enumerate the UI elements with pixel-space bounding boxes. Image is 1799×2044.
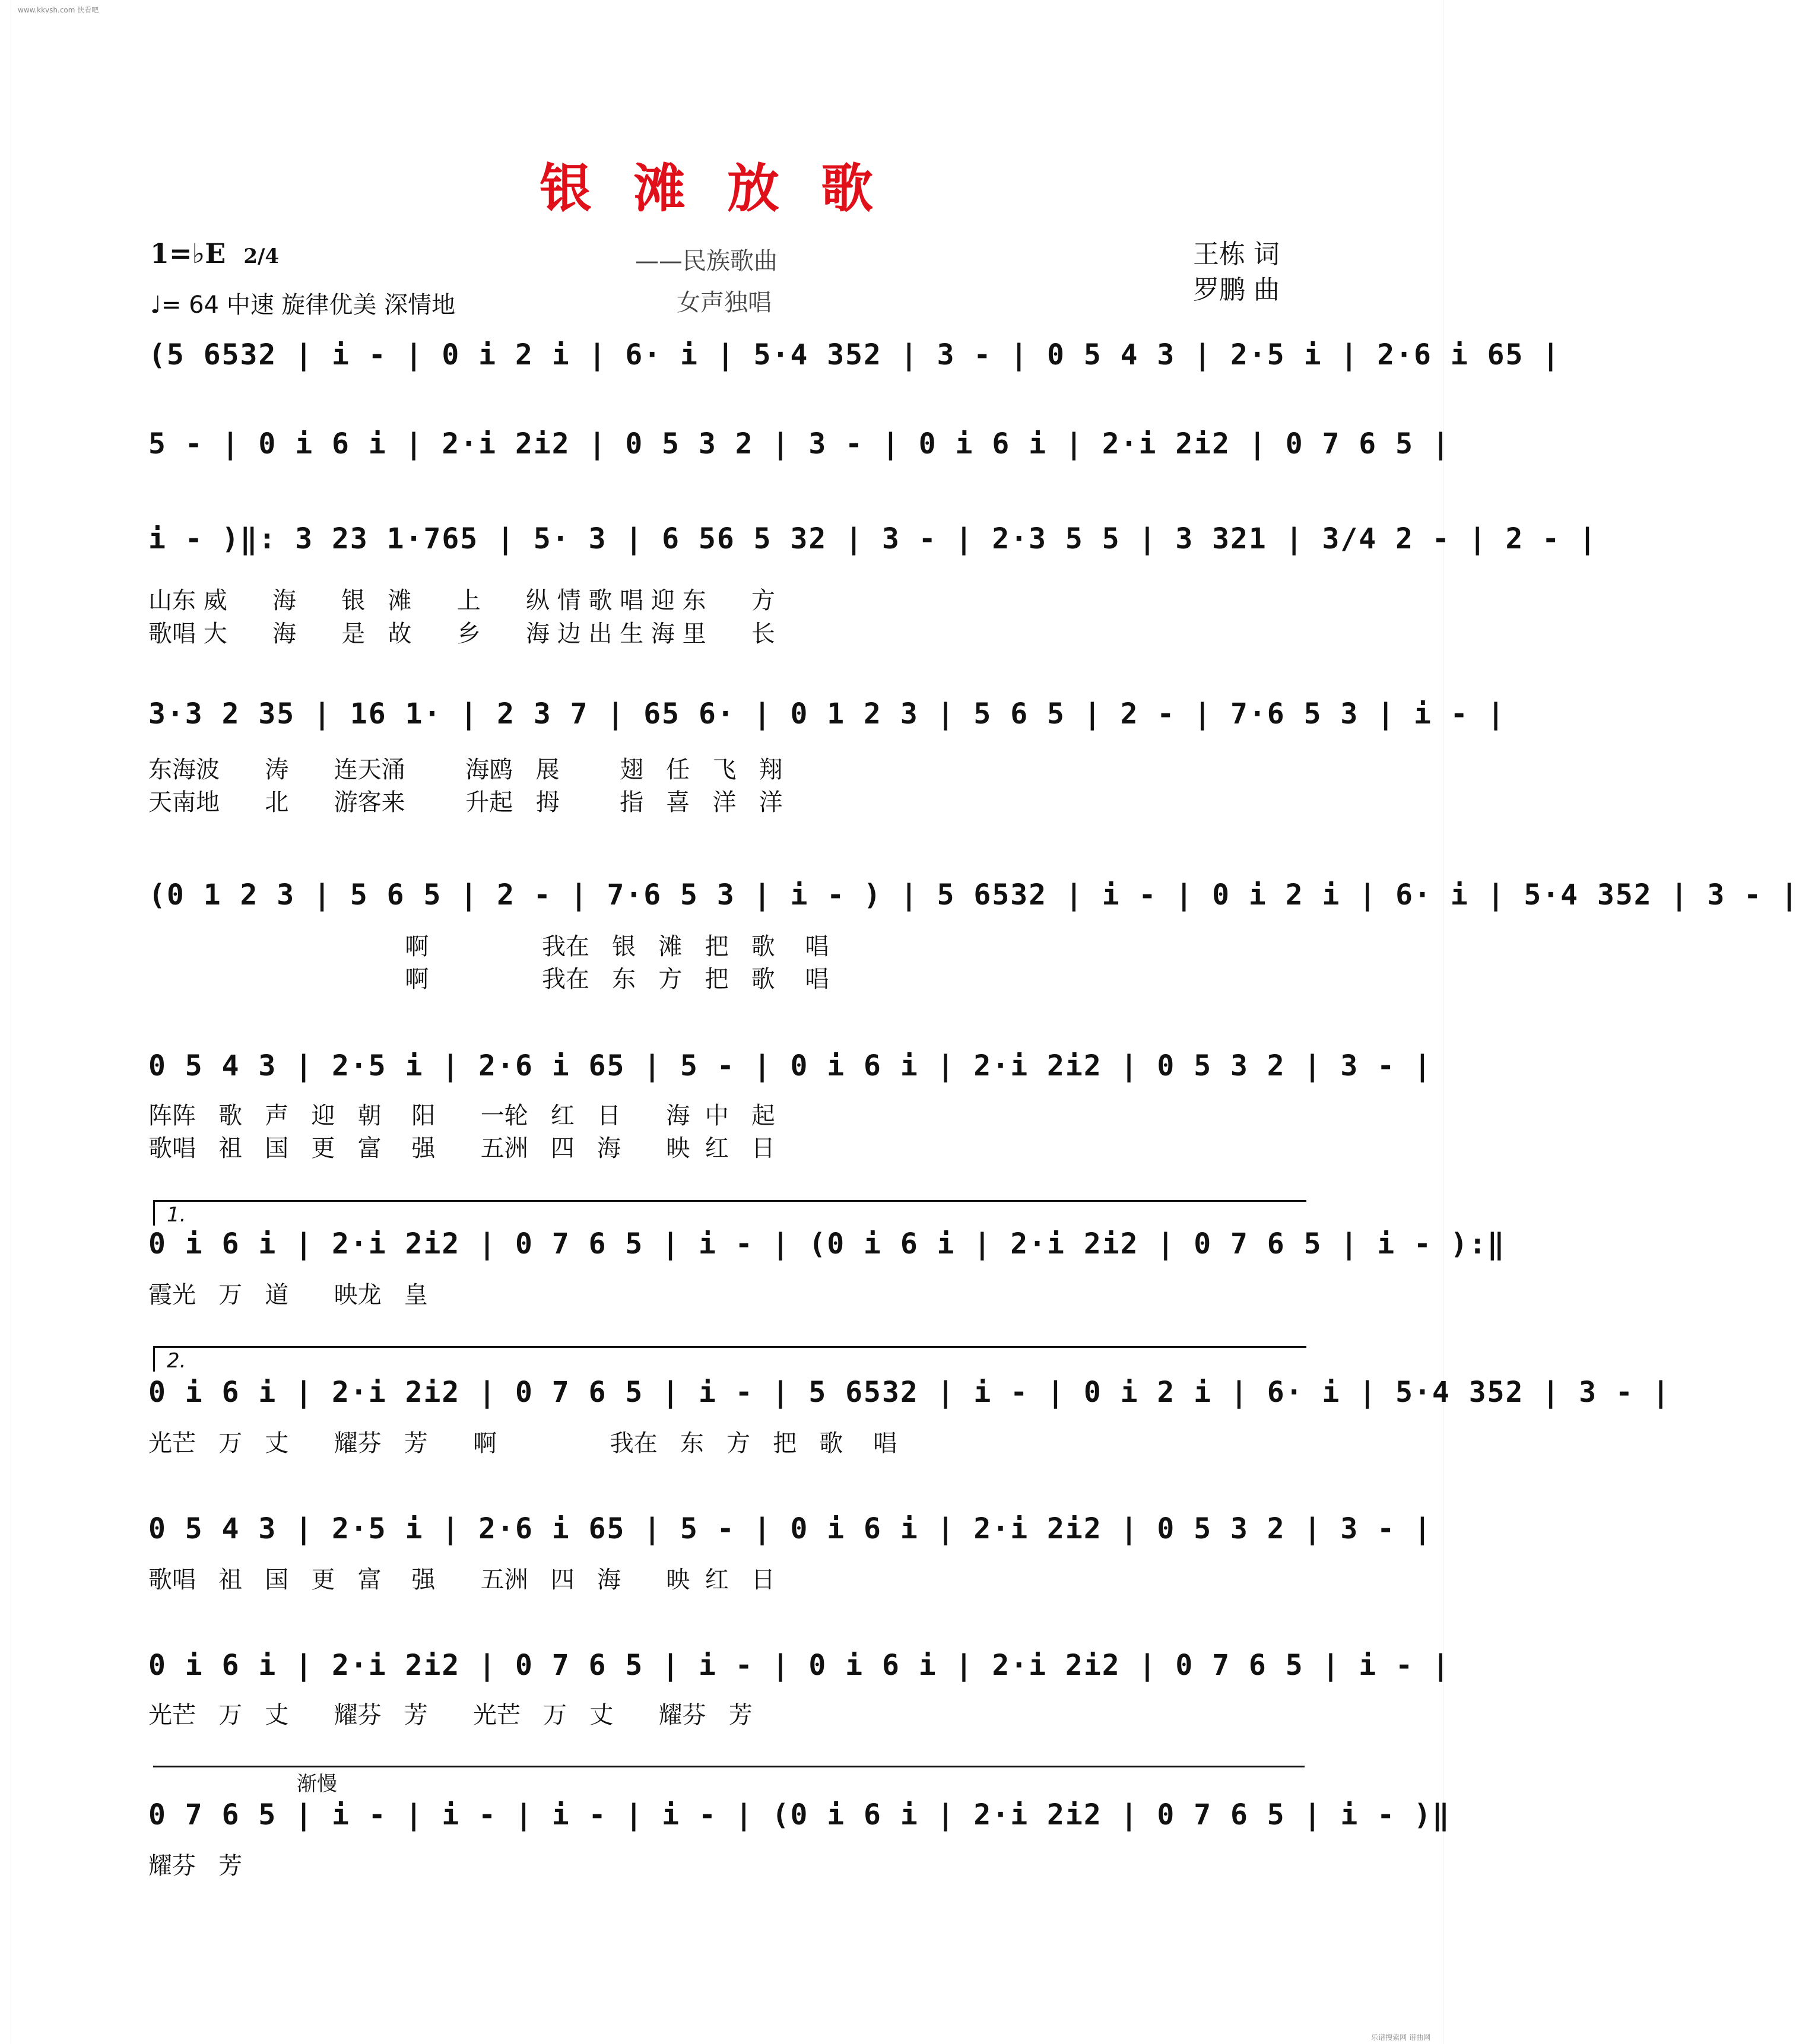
lyrics-row-11: 耀芬 芳 — [148, 1852, 243, 1880]
performance-subtitle: 女声独唱 — [677, 289, 772, 316]
volta-1: 1. — [153, 1200, 1306, 1226]
score-row-10: 0 i 6 i | 2·i 2i2 | 0 7 6 5 | i - | 0 i 6 i | 2·i 2i2 | 0 7 6 5 | i - | — [148, 1649, 1451, 1682]
key-signature: 1=♭E 2/4 — [150, 237, 280, 269]
score-row-5: (0 1 2 3 | 5 6 5 | 2 - | 7·6 5 3 | i - ) | 5 6532 | i - | 0 i 2 i | 6· i | 5·4 352 | 3 - | — [148, 878, 1799, 912]
score-row-8: 0 i 6 i | 2·i 2i2 | 0 7 6 5 | i - | 5 6532 | i - | 0 i 2 i | 6· i | 5·4 352 | 3 - | — [148, 1376, 1671, 1409]
lyrics-row-4-verse-1: 东海波 涛 连天涌 海鸥 展 翅 任 飞 翔 — [148, 756, 783, 783]
lyrics-row-6-verse-1: 阵阵 歌 声 迎 朝 阳 一轮 红 日 海 中 起 — [148, 1102, 775, 1129]
song-title: 银滩放歌 — [539, 158, 915, 219]
tempo-marking: ♩= 64 中速 旋律优美 深情地 — [150, 291, 456, 319]
composer-credit: 罗鹏 曲 — [1193, 275, 1280, 305]
time-signature: 2/4 — [243, 245, 280, 268]
lyrics-row-3-verse-1: 山东 威 海 银 滩 上 纵 情 歌 唱 迎 东 方 — [148, 587, 775, 614]
score-row-1: (5 6532 | i - | 0 i 2 i | 6· i | 5·4 352 | 3 - | 0 5 4 3 | 2·5 i | 2·6 i 65 | — [148, 338, 1561, 372]
score-row-6: 0 5 4 3 | 2·5 i | 2·6 i 65 | 5 - | 0 i 6 i | 2·i 2i2 | 0 5 3 2 | 3 - | — [148, 1049, 1432, 1083]
volta-2: 2. — [153, 1346, 1306, 1372]
footer-mark: 乐谱搜索网 谱曲网 — [1371, 2033, 1430, 2042]
lyrics-row-10: 光芒 万 丈 耀芬 芳 光芒 万 丈 耀芬 芳 — [148, 1702, 753, 1729]
lyrics-row-5-verse-2: 啊 我在 东 方 把 歌 唱 — [148, 966, 829, 993]
genre-subtitle: ——民族歌曲 — [635, 247, 778, 275]
right-margin-strip — [1443, 0, 1454, 2044]
lyrics-row-7: 霞光 万 道 映龙 皇 — [148, 1281, 428, 1309]
lyrics-row-5-verse-1: 啊 我在 银 滩 把 歌 唱 — [148, 933, 829, 960]
left-margin-strip — [0, 0, 11, 2044]
lyrics-row-3-verse-2: 歌唱 大 海 是 故 乡 海 边 出 生 海 里 长 — [148, 620, 775, 648]
lyrics-row-6-verse-2: 歌唱 祖 国 更 富 强 五洲 四 海 映 红 日 — [148, 1135, 775, 1162]
lyrics-row-4-verse-2: 天南地 北 游客来 升起 拇 指 喜 洋 洋 — [148, 789, 783, 816]
score-row-3: i - )‖: 3 23 1·765 | 5· 3 | 6 56 5 32 | 3 - | 2·3 5 5 | 3 321 | 3/4 2 - | 2 - | — [148, 522, 1597, 556]
lyricist-credit: 王栋 词 — [1193, 239, 1280, 269]
lyrics-row-8: 光芒 万 丈 耀芬 芳 啊 我在 东 方 把 歌 唱 — [148, 1430, 897, 1457]
score-row-7: 0 i 6 i | 2·i 2i2 | 0 7 6 5 | i - | (0 i 6 i | 2·i 2i2 | 0 7 6 5 | i - ):‖ — [148, 1227, 1506, 1261]
score-row-11: 0 7 6 5 | i - | i - | i - | i - | (0 i 6 i | 2·i 2i2 | 0 7 6 5 | i - )‖ — [148, 1798, 1451, 1832]
score-row-4: 3·3 2 35 | 16 1· | 2 3 7 | 65 6· | 0 1 2 3 | 5 6 5 | 2 - | 7·6 5 3 | i - | — [148, 697, 1506, 731]
lyrics-row-9: 歌唱 祖 国 更 富 强 五洲 四 海 映 红 日 — [148, 1566, 775, 1594]
tempo-change-marking: 渐慢 — [297, 1772, 337, 1796]
site-mark: www.kkvsh.com 快看吧 — [18, 6, 99, 14]
score-row-9: 0 5 4 3 | 2·5 i | 2·6 i 65 | 5 - | 0 i 6 i | 2·i 2i2 | 0 5 3 2 | 3 - | — [148, 1512, 1432, 1545]
score-row-2: 5 - | 0 i 6 i | 2·i 2i2 | 0 5 3 2 | 3 - | 0 i 6 i | 2·i 2i2 | 0 7 6 5 | — [148, 427, 1451, 461]
